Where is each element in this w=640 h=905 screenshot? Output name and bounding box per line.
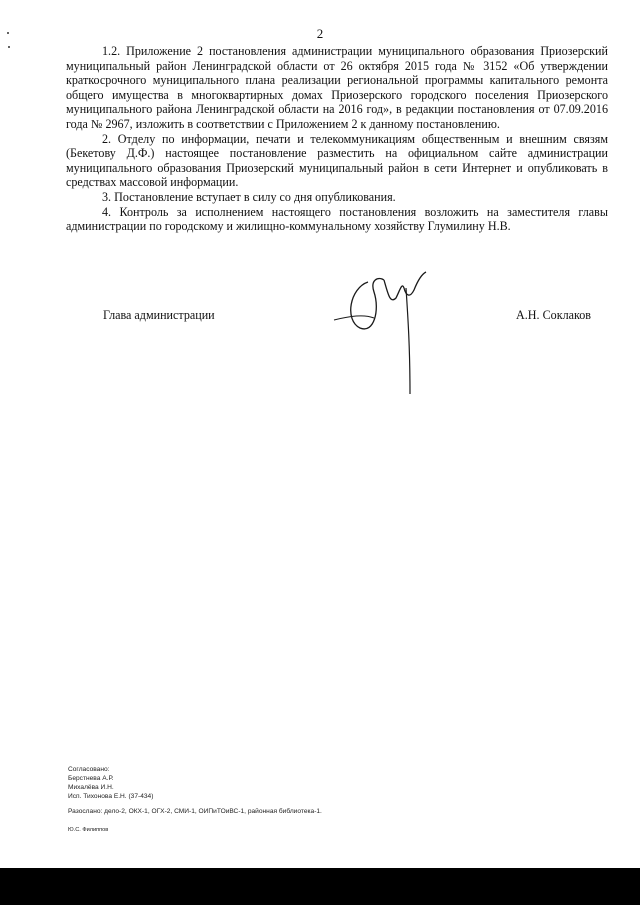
handwritten-signature	[330, 258, 440, 398]
signer-position: Глава администрации	[103, 308, 215, 322]
typist-line: Ю.С. Филиппов	[68, 827, 109, 833]
paragraph-2: 2. Отделу по информации, печати и телекоммуникациям общественным и внешним связям (Бекетову Д.Ф.) настоящее постановление разместить на официальном сайте администрации муниципального образования Приозерский муниципальный район в сети Интернет и опубликовать в средствах массовой информации.	[66, 131, 608, 190]
signature-row	[103, 308, 591, 323]
document-body	[66, 44, 608, 234]
scan-bottom-band	[0, 868, 640, 905]
approval-footer	[68, 765, 322, 835]
agreed-person-2: Михалёва И.Н.	[68, 784, 114, 791]
paragraph-1-2: 1.2. Приложение 2 постановления администрации муниципального образования Приозерский муниципальный район Ленинградской области от 26 октября 2015 года № 3152 «Об утверждении краткосрочного муниципального плана реализации региональной программы капитального ремонта общего имущества в многоквартирных домах Приозерского городского поселения Приозерского муниципального района Ленинградской области на 2016 год», в редакции постановления от 07.09.2016 года № 2967, изложить в соответствии с Приложением 2 к данному постановлению.	[66, 44, 608, 131]
mailing-list: Разослано: дело-2, ОКХ-1, ОГХ-2, СМИ-1, ОИПиТОиВС-1, районная библиотека-1.	[68, 808, 322, 815]
paragraph-4: 4. Контроль за исполнением настоящего постановления возложить на заместителя главы администрации по городскому и жилищно-коммунальному хозяйству Глумилину Н.В.	[66, 204, 608, 234]
executor-line: Исп. Тихонова Е.Н. (37-434)	[68, 793, 154, 800]
paragraph-3: 3. Постановление вступает в силу со дня опубликования.	[102, 189, 396, 204]
signer-name: А.Н. Соклаков	[516, 308, 591, 322]
agreed-title: Согласовано:	[68, 766, 110, 773]
agreed-person-1: Берстнева А.Р.	[68, 775, 114, 782]
page-number: 2	[316, 26, 324, 41]
